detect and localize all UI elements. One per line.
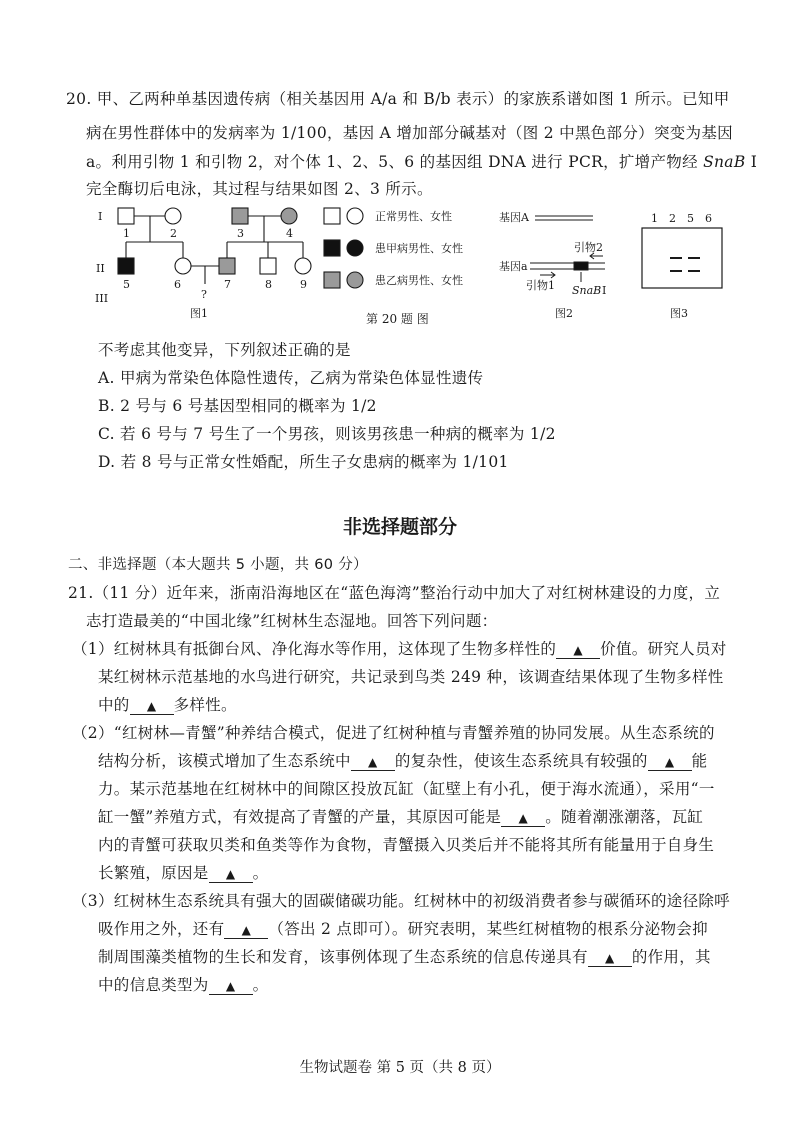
q21-p2-line-3: 力。某示范基地在红树林中的间隙区投放瓦缸（缸壁上有小孔，便于海水流通），采用“一 [98,780,715,798]
blank-mark-icon: ▲ [664,755,675,769]
legend-disease-a-male-icon [324,240,340,256]
id-label-8: 8 [265,278,272,291]
q21-p1-line-2: 某红树林示范基地的水鸟进行研究，共记录到鸟类 249 种，该调查结果体现了生物多样性 [98,668,724,686]
q21-p2-line-4b: 。随着潮涨潮落，瓦缸 [545,808,704,826]
gene-A-label: 基因A [499,211,529,224]
id-label-9: 9 [300,278,307,291]
answer-blank-6[interactable] [209,865,253,883]
id-label-3: 3 [237,227,244,240]
legend-disease-a-female-icon [347,240,363,256]
q21-p2-line-4a: 缸一蟹”养殖方式，有效提高了青蟹的产量，其原因可能是 [98,808,502,826]
q21-p3-line-4 [98,975,268,995]
q21-p2-line-6a: 长繁殖，原因是 [98,864,209,882]
snab-site-label: SnaB [572,284,602,297]
inserted-base-pairs [574,262,588,270]
primer-1-label: 引物1 [526,279,555,292]
pedigree-individual-2 [165,208,181,224]
answer-blank-9[interactable] [209,977,253,995]
pedigree-individual-8 [260,258,276,274]
q20-prompt: 不考虑其他变异，下列叙述正确的是 [98,341,351,359]
q20-stem-line-3a: a。利用引物 1 和引物 2，对个体 1、2、5、6 的基因组 DNA 进行 PCR，扩增产物经 [86,153,704,171]
q21-p2-line-6 [98,863,268,883]
legend-normal-male-icon [324,208,340,224]
blank-mark-icon: ▲ [368,755,378,769]
id-label-2: 2 [170,227,177,240]
q21-p1-line-1 [72,639,727,659]
q20-stem-line-3b: I [745,153,758,171]
legend-normal-female-icon [347,208,363,224]
q21-p2-line-5: 内的青蟹可获取贝类和鱼类等作为食物，青蟹摄入贝类后并不能将其所有能量用于自身生 [98,836,715,854]
q20-stem-line-1: 20. 甲、乙两种单基因遗传病（相关基因用 A/a 和 B/b 表示）的家族系谱如图 1 所示。已知甲 [66,90,730,108]
answer-blank-3[interactable] [351,753,395,771]
blank-mark-icon: ▲ [518,811,528,825]
gen-label-1: I [98,210,103,223]
q21-p2-line-6b: 。 [252,864,269,882]
q21-p1-line-3a: 中的 [98,696,130,714]
lane-label-6: 6 [705,212,712,225]
q21-p1-line-3 [98,695,237,715]
blank-mark-icon: ▲ [241,923,252,937]
q20-figure-caption: 第 20 题 图 [366,312,429,326]
unknown-child-label: ? [201,288,207,301]
q21-p1-line-1b: 价值。研究人员对 [600,640,727,658]
id-label-1: 1 [123,227,130,240]
q21-p3-line-2 [98,919,708,939]
q20-option-c: C. 若 6 号与 7 号生了一个男孩，则该男孩患一种病的概率为 1/2 [98,425,556,443]
answer-blank-7[interactable] [224,921,268,939]
q21-stem-line-2: 志打造最美的“中国北缘”红树林生态湿地。回答下列问题： [86,612,498,630]
legend-normal-label: 正常男性、女性 [375,210,452,223]
blank-mark-icon: ▲ [146,699,157,713]
answer-blank-1[interactable] [556,641,600,659]
gen-label-2: II [96,262,105,275]
snab-enzyme-name: SnaB [703,153,746,171]
fig3-caption: 图3 [670,307,688,320]
pedigree-individual-7 [219,258,235,274]
q21-p2-line-2b: 的复杂性，使该生态系统具有较强的 [394,752,648,770]
q20-option-b: B. 2 号与 6 号基因型相同的概率为 1/2 [98,397,377,415]
id-label-6: 6 [174,278,181,291]
answer-blank-5[interactable] [501,809,545,827]
part-two-heading: 二、非选择题（本大题共 5 小题，共 60 分） [68,557,368,573]
id-label-4: 4 [286,227,293,240]
id-label-7: 7 [224,278,231,291]
q21-p3-line-2a: 吸作用之外，还有 [98,920,225,938]
pedigree-individual-3 [232,208,248,224]
fig2-caption: 图2 [555,307,573,320]
q20-stem-line-3 [86,152,757,172]
q21-p2-line-2c: 能 [691,752,708,770]
legend-disease-b-label: 患乙病男性、女性 [375,274,463,287]
q21-p3-line-3a: 制周围藻类植物的生长和发育，该事例体现了生态系统的信息传递具有 [98,948,588,966]
q20-stem-line-2: 病在男性群体中的发病率为 1/100，基因 A 增加部分碱基对（图 2 中黑色部分）突变为基因 [86,124,733,142]
q21-p3-line-2b: （答出 2 点即可）。研究表明，某些红树植物的根系分泌物会抑 [268,920,708,938]
section-title: 非选择题部分 [342,516,457,538]
pedigree-individual-4 [281,208,297,224]
blank-mark-icon: ▲ [225,867,236,881]
page-footer: 生物试题卷 第 5 页（共 8 页） [299,1060,501,1076]
lane-label-1: 1 [651,212,658,225]
pedigree-individual-6 [175,258,191,274]
snab-site-suffix: I [602,284,607,297]
answer-blank-8[interactable] [588,949,632,967]
lane-label-5: 5 [687,212,694,225]
q21-p1-line-3b: 多样性。 [173,696,237,714]
q21-stem-line-1: 21.（11 分）近年来，浙南沿海地区在“蓝色海湾”整治行动中加大了对红树林建设的力度，立 [68,584,721,602]
gen-label-3: III [95,292,109,305]
legend-disease-a-label: 患甲病男性、女性 [375,242,463,255]
pedigree-individual-5 [118,258,134,274]
q21-p3-line-3 [98,947,711,967]
q21-p2-line-4 [98,807,703,827]
q21-p2-line-1: （2）“红树林—青蟹”种养结合模式，促进了红树种植与青蟹养殖的协同发展。从生态系统的 [72,724,715,742]
answer-blank-2[interactable] [130,697,174,715]
q20-figures [0,200,800,330]
q21-p3-line-1: （3）红树林生态系统具有强大的固碳储碳功能。红树林中的初级消费者参与碳循环的途径除呼 [72,892,730,910]
pedigree-individual-9 [295,258,311,274]
legend-disease-b-female-icon [347,272,363,288]
q21-p3-line-3b: 的作用，其 [631,948,711,966]
primer-2-label: 引物2 [574,241,603,254]
q20-option-a: A. 甲病为常染色体隐性遗传，乙病为常染色体显性遗传 [98,369,484,387]
legend-disease-b-male-icon [324,272,340,288]
gene-a-label: 基因a [499,260,528,273]
blank-mark-icon: ▲ [573,643,583,657]
q20-stem-line-4: 完全酶切后电泳，其过程与结果如图 2、3 所示。 [86,180,433,198]
q21-p2-line-2 [98,751,707,771]
pedigree-individual-1 [118,208,134,224]
id-label-5: 5 [123,278,130,291]
lane-label-2: 2 [669,212,676,225]
answer-blank-4[interactable] [648,753,692,771]
blank-mark-icon: ▲ [605,951,615,965]
fig1-caption: 图1 [190,307,208,320]
blank-mark-icon: ▲ [225,979,236,993]
q21-p3-line-4b: 。 [252,976,269,994]
q21-p2-line-2a: 结构分析，该模式增加了生态系统中 [98,752,351,770]
q21-p3-line-4a: 中的信息类型为 [98,976,209,994]
q20-option-d: D. 若 8 号与正常女性婚配，所生子女患病的概率为 1/101 [98,453,509,471]
q21-p1-line-1a: （1）红树林具有抵御台风、净化海水等作用，这体现了生物多样性的 [72,640,557,658]
